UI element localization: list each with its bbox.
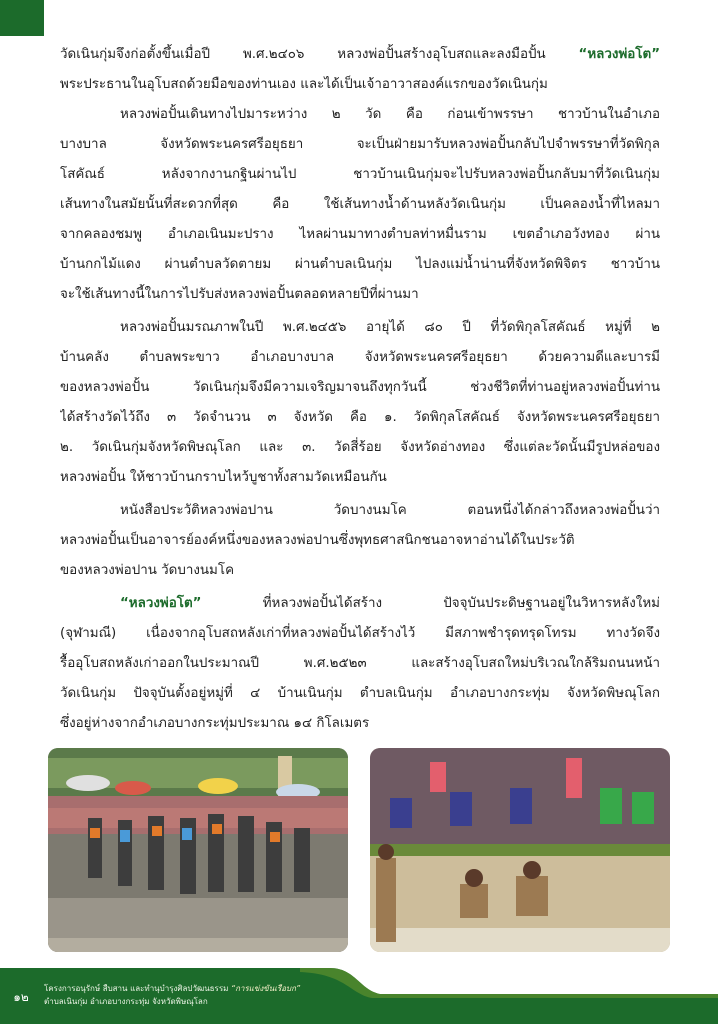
text-line: (จุฬามณี) เนื่องจากอุโบสถหลังเก่าที่หลวงพ่อปั้นได้สร้างไว้ มีสภาพชำรุดทรุดโทรม ทางวัดจึง — [60, 626, 660, 641]
text-line: ซึ่งอยู่ห่างจากอำเภอบางกระทุ่มประมาณ ๑๔ กิโลเมตร — [60, 716, 370, 731]
highlight-title: “หลวงพ่อโต” — [578, 47, 660, 62]
text-line: บางบาล จังหวัดพระนครศรีอยุธยา จะเป็นฝ่ายมารับหลวงพ่อปั้นกลับไปจำพรรษาที่วัดพิกุล — [60, 137, 660, 152]
text-line: พระประธานในอุโบสถด้วยมือของท่านเอง และได้เป็นเจ้าอาวาสองค์แรกของวัดเนินกุ่ม — [60, 77, 548, 92]
text-line: จะใช้เส้นทางนี้ในการไปรับส่งหลวงพ่อปั้นตลอดหลายปีที่ผ่านมา — [60, 287, 419, 302]
footer-project-name: “การแข่งขันเรือบก” — [230, 984, 301, 993]
text-line — [60, 40, 660, 70]
text-line: เส้นทางในสมัยนั้นที่สะดวกที่สุด คือ ใช้เส้นทางน้ำด้านหลังวัดเนินกุ่ม เป็นคลองน้ำที่ไหลมา — [60, 197, 660, 212]
text-line: หลวงพ่อปั้น ให้ชาวบ้านกราบไหว้บูชาทั้งสามวัดเหมือนกัน — [60, 470, 387, 485]
footer-project-title — [44, 982, 300, 995]
text-line: หลวงพ่อปั้นมรณภาพในปี พ.ศ.๒๔๕๖ อายุได้ ๘๐ ปี ที่วัดพิกุลโสคัณธ์ หมู่ที่ ๒ — [120, 320, 660, 335]
text-line: ของหลวงพ่อปาน วัดบางนมโค — [60, 563, 235, 578]
text-line: บ้านคลัง ตำบลพระขาว อำเภอบางบาล จังหวัดพระนครศรีอยุธยา ด้วยความดีและบารมี — [60, 350, 660, 365]
photo-mud-race-image — [48, 748, 348, 952]
text-line: หลวงพ่อปั้นเดินทางไปมาระหว่าง ๒ วัด คือ ก่อนเข้าพรรษา ชาวบ้านในอำเภอ — [120, 107, 660, 122]
footer-project-prefix: โครงการอนุรักษ์ สืบสาน และทำนุบำรุงศิลปวัฒนธรรม — [44, 984, 231, 993]
text-span: ที่หลวงพ่อปั้นได้สร้าง ปัจจุบันประดิษฐานอยู่ในวิหารหลังใหม่ — [201, 596, 660, 611]
footer — [0, 968, 718, 1024]
text-line: จากคลองชมพู อำเภอเนินมะปราง ไหลผ่านมาทางตำบลท่าหมื่นราม เขตอำเภอวังทอง ผ่าน — [60, 227, 660, 242]
text-line: ๒. วัดเนินกุ่มจังหวัดพิษณุโลก และ ๓. วัดสี่ร้อย จังหวัดอ่างทอง ซึ่งแต่ละวัดนั้นมีรูปหล่อของ — [60, 440, 660, 455]
text-line — [60, 589, 660, 619]
text-line: รื้ออุโบสถหลังเก่าออกในประมาณปี พ.ศ.๒๕๒๓ และสร้างอุโบสถใหม่บริเวณใกล้ริมถนนหน้า — [60, 656, 660, 671]
highlight-title: “หลวงพ่อโต” — [120, 596, 202, 611]
text-line: บ้านกกไม้แดง ผ่านตำบลวัดตายม ผ่านตำบลเนินกุ่ม ไปลงแม่น้ำน่านที่จังหวัดพิจิตร ชาวบ้าน — [60, 257, 660, 272]
photo-kids-mud — [370, 748, 670, 952]
page-number: ๑๒ — [13, 990, 29, 1004]
text-line: วัดเนินกุ่ม ปัจจุบันตั้งอยู่หมู่ที่ ๔ บ้านเนินกุ่ม ตำบลเนินกุ่ม อำเภอบางกระทุ่ม จังหวัดพิษณุโลก — [60, 686, 660, 701]
corner-tab — [0, 0, 44, 36]
text-line: ของหลวงพ่อปั้น วัดเนินกุ่มจึงมีความเจริญมาจนถึงทุกวันนี้ ช่วงชีวิตที่ท่านอยู่หลวงพ่อปั้นท่าน — [60, 380, 660, 395]
text-line: หนังสือประวัติหลวงพ่อปาน วัดบางนมโค ตอนหนึ่งได้กล่าวถึงหลวงพ่อปั้นว่า — [120, 503, 660, 518]
text-span: วัดเนินกุ่มจึงก่อตั้งขึ้นเมื่อปี พ.ศ.๒๔๐๖ หลวงพ่อปั้นสร้างอุโบสถและลงมือปั้น — [60, 47, 579, 62]
footer-location: ตำบลเนินกุ่ม อำเภอบางกระทุ่ม จังหวัดพิษณุโลก — [44, 997, 208, 1006]
text-line: โสคัณธ์ หลังจากงานกฐินผ่านไป ชาวบ้านเนินกุ่มจะไปรับหลวงพ่อปั้นกลับมาที่วัดเนินกุ่ม — [60, 167, 660, 182]
text-line: ได้สร้างวัดไว้ถึง ๓ วัดจำนวน ๓ จังหวัด คือ ๑. วัดพิกุลโสคัณธ์ จังหวัดพระนครศรีอยุธยา — [60, 410, 660, 425]
photo-kids-mud-image — [370, 748, 670, 952]
text-line: หลวงพ่อปั้นเป็นอาจารย์องค์หนึ่งของหลวงพ่อปานซึ่งพุทธศาสนิกชนอาจหาอ่านได้ในประวัติ — [60, 533, 575, 548]
photo-mud-race — [48, 748, 348, 952]
